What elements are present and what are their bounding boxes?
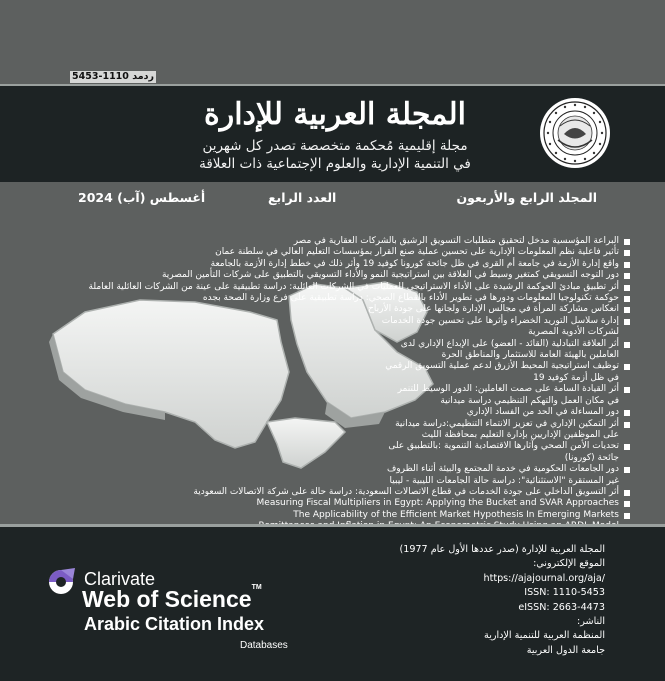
bullet-icon	[624, 422, 630, 428]
toc-item[interactable]: دور الجامعات الحكومية في خدمة المجتمع والبيئة أثناء الظروف غير المستقرة "الاستثنائية": دراسة حالة الجامعات الليبية - ليبيا	[374, 464, 630, 487]
journal-title: المجلة العربية للإدارة	[203, 97, 467, 132]
databases-label: Databases	[240, 640, 288, 651]
bullet-icon	[624, 285, 630, 291]
issue-label: العدد الرابع	[268, 190, 337, 205]
bullet-icon	[624, 250, 630, 256]
toc-item[interactable]: البراعة المؤسسية مدخل لتحقيق متطلبات التسويق الرشيق بالشركات العقارية في مصر	[35, 236, 630, 247]
toc-item[interactable]: حوكمة تكنولوجيا المعلومات ودورها في تطوير الأداء بالقطاع الصحي: دراسة تطبيقية على فرع وزارة الصحة بجده	[35, 293, 630, 304]
trademark-mark: TM	[251, 584, 262, 591]
toc-item[interactable]: تأثير فاعلية نظم المعلومات الإدارية على تحسين عملية صنع القرار بمؤسسات التعليم العالي في سلطنة عمان	[35, 247, 630, 258]
journal-subtitle-line1: مجلة إقليمية مُحكمة متخصصة تصدر كل شهرين	[202, 138, 468, 154]
founding-note: المجلة العربية للإدارة (صدر عددها الأول عام 1977)	[399, 544, 605, 555]
volume-label: المجلد الرابع والأربعون	[456, 190, 597, 205]
bullet-icon	[624, 262, 630, 268]
bullet-icon	[624, 319, 630, 325]
bullet-icon	[624, 307, 630, 313]
clarivate-logo-icon	[47, 565, 79, 597]
toc-item[interactable]: توظيف استراتيجية المحيط الأزرق لدعم عملية التسويق الرقمي في ظل أزمة كوفيد 19	[383, 361, 630, 384]
bullet-icon	[624, 467, 630, 473]
publisher-name: المنظمة العربية للتنمية الإدارية	[484, 630, 605, 642]
bullet-icon	[624, 490, 630, 496]
toc-item-english[interactable]: Measuring Fiscal Multipliers in Egypt: Applying the Bucket and SVAR Approaches	[35, 498, 630, 509]
bullet-icon	[624, 364, 630, 370]
toc-item[interactable]: واقع إدارة الأزمة في جامعة أم القرى في ظل جائحة كورونا كوفيد 19 وأثر ذلك في خطط إدارة الأزمة بالجامعة	[35, 259, 630, 270]
bullet-icon	[624, 239, 630, 245]
issn-print: ISSN: 1110-5453	[524, 587, 605, 599]
arabic-citation-index-label: Arabic Citation Index	[84, 614, 265, 634]
toc-item[interactable]: انعكاس مشاركة المرأة في مجالس الإدارة ولجانها على جودة الأرباح	[35, 304, 630, 315]
arab-league-seal-icon	[538, 96, 612, 170]
toc-item[interactable]: تحديات الأمن الصحي وآثارها الاقتصادية التنموية :بالتطبيق على جائحة (كورونا)	[383, 441, 630, 464]
journal-subtitle-line2: في التنمية الإدارية والعلوم الإجتماعية ذات العلاقة	[199, 156, 471, 172]
website-link[interactable]: https://ajajournal.org/aja/	[483, 572, 605, 584]
publisher-affiliation: جامعة الدول العربية	[526, 644, 605, 656]
issn-electronic: eISSN: 2663-4473	[518, 601, 605, 613]
publisher-label: الناشر:	[577, 616, 605, 628]
toc-item[interactable]: أثر العلاقة التبادلية (القائد - العضو) على الإبداع الإداري لدى العاملين بالهيئة العامة للاستثمار والمناطق الحرة	[383, 339, 630, 362]
bullet-icon	[624, 342, 630, 348]
toc-item-english[interactable]: The Applicability of the Efficient Market Hypothesis In Emerging Markets	[35, 510, 630, 521]
issn-badge: ردمد 1110-5453	[70, 71, 156, 83]
toc-item[interactable]: أثر القيادة السامة على صمت العاملين: الدور الوسيط للتنمر في مكان العمل والتهكم التنظيمي دراسة ميدانية	[383, 384, 630, 407]
toc-item[interactable]: أثر التسويق الداخلي على جودة الخدمات في قطاع الاتصالات السعودية: دراسة حالة على شركة الاتصالات السعودية	[35, 487, 630, 498]
bullet-icon	[624, 513, 630, 519]
web-of-science-wordmark: Web of Science™	[82, 584, 262, 612]
website-label: الموقع الإلكتروني:	[533, 558, 605, 570]
bullet-icon	[624, 501, 630, 507]
toc-item[interactable]: دور المساءلة في الحد من الفساد الإداري	[35, 407, 630, 418]
bullet-icon	[624, 410, 630, 416]
bullet-icon	[624, 273, 630, 279]
date-label: أغسطس (آب) 2024	[78, 190, 206, 205]
toc-item[interactable]: أثر تطبيق مبادئ الحوكمة الرشيدة على الأداء الاستراتيجي للعمليات في الشركات العائلية: دراسة تطبيقية على عينة من الشركات العائلية العاملة	[35, 282, 630, 293]
table-of-contents	[35, 236, 630, 544]
toc-item[interactable]: أثر التمكين الإداري في تعزيز الانتماء التنظيمي:دراسة ميدانية على الموظفين الإداريين بإدارة التعليم بمحافظة الليث	[383, 419, 630, 442]
bullet-icon	[624, 387, 630, 393]
toc-item[interactable]: إدارة سلاسل التوريد الخضراء وأثرها على تحسين جودة الخدمات لشركات الأدوية المصرية	[374, 316, 630, 339]
clarivate-wordmark: Clarivate	[84, 569, 156, 589]
bullet-icon	[624, 296, 630, 302]
bullet-icon	[624, 444, 630, 450]
publication-info	[335, 543, 605, 658]
toc-item[interactable]: دور التوجه التسويقي كمتغير وسيط في العلاقة بين استراتيجية النمو والأداء التسويقي بالتطبيق على شركات التأمين المصرية	[35, 270, 630, 281]
